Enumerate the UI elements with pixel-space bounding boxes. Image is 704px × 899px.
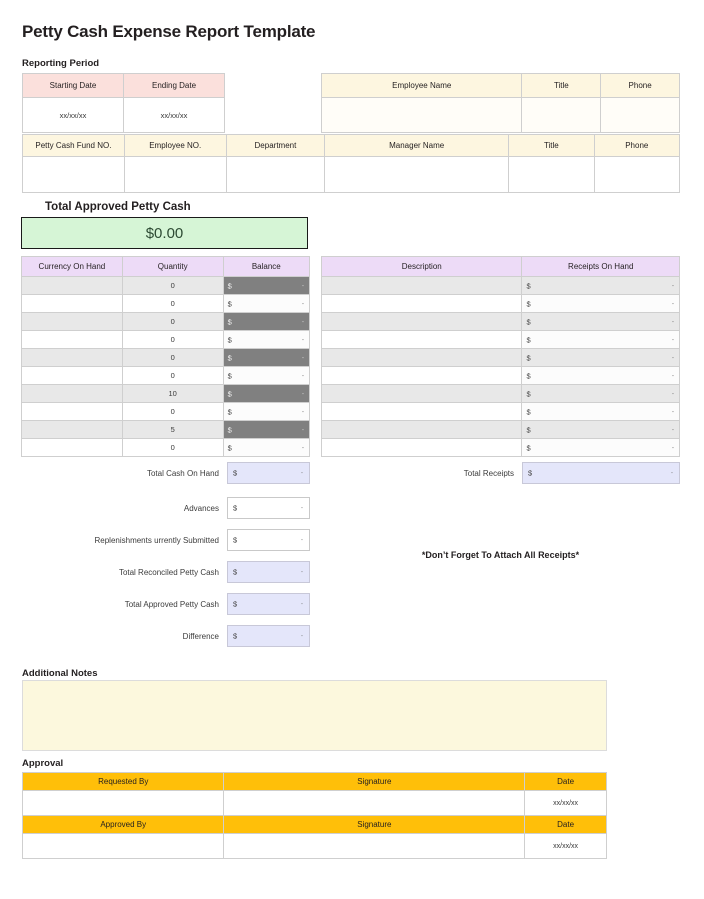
balance-cell[interactable] — [223, 439, 309, 457]
table-row — [322, 349, 680, 367]
balance-cell[interactable] — [223, 367, 309, 385]
currency-symbol: $ — [227, 353, 232, 362]
col-manager-phone: Phone — [594, 135, 679, 157]
col-quantity: Quantity — [122, 257, 223, 277]
currency-symbol: $ — [526, 299, 531, 308]
additional-notes-label: Additional Notes — [22, 668, 98, 679]
balance-cell[interactable] — [223, 385, 309, 403]
table-header-row — [322, 74, 680, 98]
requested-date-value[interactable]: xx/xx/xx — [525, 791, 607, 816]
currency-symbol: $ — [233, 468, 238, 478]
table-row — [23, 98, 225, 133]
quantity-cell[interactable]: 10 — [122, 385, 223, 403]
currency-symbol: $ — [526, 335, 531, 344]
receipts-on-hand-cell[interactable] — [522, 403, 680, 421]
table-row — [22, 331, 310, 349]
currency-on-hand-cell[interactable] — [22, 295, 123, 313]
summary-row-label: Replenishments urrently Submitted — [94, 535, 219, 545]
currency-symbol: $ — [526, 281, 531, 290]
amount-value: - — [671, 408, 674, 415]
quantity-cell[interactable]: 0 — [122, 349, 223, 367]
summary-row — [22, 625, 310, 647]
receipts-on-hand-cell[interactable] — [522, 421, 680, 439]
balance-cell[interactable] — [223, 331, 309, 349]
summary-row-value[interactable] — [227, 529, 310, 551]
table-row — [322, 421, 680, 439]
col-requested-date: Date — [525, 773, 607, 791]
summary-row — [22, 497, 310, 519]
currency-symbol: $ — [526, 407, 531, 416]
description-cell[interactable] — [322, 277, 522, 295]
table-header-row — [322, 257, 680, 277]
summary-row-value[interactable] — [227, 625, 310, 647]
table-row — [22, 385, 310, 403]
currency-symbol: $ — [227, 371, 232, 380]
quantity-cell[interactable]: 0 — [122, 277, 223, 295]
currency-symbol: $ — [526, 371, 531, 380]
currency-on-hand-table — [21, 256, 310, 457]
table-header-row — [23, 74, 225, 98]
currency-symbol: $ — [528, 468, 533, 478]
employee-info-table — [321, 73, 680, 133]
total-cash-on-hand-row — [22, 462, 310, 484]
employee-name-value[interactable] — [322, 98, 522, 133]
summary-row-label: Total Reconciled Petty Cash — [118, 567, 219, 577]
receipts-table-body — [322, 277, 680, 457]
amount-value: - — [300, 600, 303, 608]
employee-title-value[interactable] — [522, 98, 601, 133]
col-employee-title: Title — [522, 74, 601, 98]
table-row — [22, 313, 310, 331]
amount-value: - — [671, 372, 674, 379]
currency-on-hand-cell[interactable] — [22, 313, 123, 331]
amount-value: - — [300, 568, 303, 576]
currency-symbol: $ — [227, 299, 232, 308]
amount-value: - — [671, 300, 674, 307]
table-row — [322, 295, 680, 313]
requested-signature-value[interactable] — [224, 791, 525, 816]
col-department: Department — [226, 135, 325, 157]
receipts-on-hand-cell[interactable] — [522, 277, 680, 295]
receipts-on-hand-cell[interactable] — [522, 385, 680, 403]
amount-value: - — [671, 444, 674, 451]
col-employee-phone: Phone — [601, 74, 680, 98]
amount-value: - — [671, 318, 674, 325]
table-header-row — [22, 257, 310, 277]
summary-row-label: Total Approved Petty Cash — [124, 599, 219, 609]
table-row — [22, 403, 310, 421]
amount-value: - — [300, 469, 303, 477]
quantity-cell[interactable]: 5 — [122, 421, 223, 439]
amount-value: - — [671, 426, 674, 433]
description-cell[interactable] — [322, 367, 522, 385]
col-petty-cash-fund-no: Petty Cash Fund NO. — [23, 135, 125, 157]
manager-name-value[interactable] — [325, 157, 509, 193]
total-cash-on-hand-value[interactable] — [227, 462, 310, 484]
summary-row-value[interactable] — [227, 497, 310, 519]
receipts-on-hand-cell[interactable] — [522, 331, 680, 349]
currency-on-hand-cell[interactable] — [22, 331, 123, 349]
description-cell[interactable] — [322, 295, 522, 313]
summary-row — [22, 529, 310, 551]
approved-signature-value[interactable] — [224, 834, 525, 859]
employee-no-value[interactable] — [124, 157, 226, 193]
currency-on-hand-cell[interactable] — [22, 367, 123, 385]
table-header-row — [23, 773, 607, 791]
amount-value: - — [671, 336, 674, 343]
summary-row-value[interactable] — [227, 593, 310, 615]
currency-on-hand-cell[interactable] — [22, 385, 123, 403]
table-row — [22, 421, 310, 439]
additional-notes-box[interactable] — [22, 680, 607, 751]
amount-value: - — [671, 354, 674, 361]
col-employee-name: Employee Name — [322, 74, 522, 98]
col-manager-name: Manager Name — [325, 135, 509, 157]
currency-on-hand-cell[interactable] — [22, 421, 123, 439]
currency-on-hand-cell[interactable] — [22, 277, 123, 295]
reporting-period-table — [22, 73, 225, 133]
summary-row-value[interactable] — [227, 561, 310, 583]
currency-symbol: $ — [526, 425, 531, 434]
col-approved-date: Date — [525, 816, 607, 834]
balance-cell[interactable] — [223, 313, 309, 331]
col-manager-title: Title — [509, 135, 594, 157]
col-balance: Balance — [223, 257, 309, 277]
summary-row — [22, 593, 310, 615]
currency-symbol: $ — [526, 317, 531, 326]
summary-row — [22, 561, 310, 583]
total-approved-heading: Total Approved Petty Cash — [45, 201, 191, 213]
description-cell[interactable] — [322, 385, 522, 403]
table-row — [23, 157, 680, 193]
receipts-on-hand-table — [321, 256, 680, 457]
description-cell[interactable] — [322, 313, 522, 331]
table-row — [22, 439, 310, 457]
description-cell[interactable] — [322, 349, 522, 367]
receipts-on-hand-cell[interactable] — [522, 295, 680, 313]
attach-receipts-note: *Don’t Forget To Attach All Receipts* — [421, 550, 580, 560]
description-cell[interactable] — [322, 421, 522, 439]
currency-table-body — [22, 277, 310, 457]
receipts-on-hand-cell[interactable] — [522, 313, 680, 331]
amount-value: - — [670, 469, 673, 477]
receipts-on-hand-cell[interactable] — [522, 367, 680, 385]
col-requested-signature: Signature — [224, 773, 525, 791]
currency-symbol: $ — [233, 631, 238, 641]
currency-symbol: $ — [227, 389, 232, 398]
employee-phone-value[interactable] — [601, 98, 680, 133]
amount-value: - — [301, 300, 304, 307]
amount-value: - — [671, 282, 674, 289]
requested-by-value[interactable] — [23, 791, 224, 816]
table-row — [322, 385, 680, 403]
balance-cell[interactable] — [223, 421, 309, 439]
amount-value: - — [671, 390, 674, 397]
table-header-row — [23, 816, 607, 834]
balance-cell[interactable] — [223, 403, 309, 421]
amount-value: - — [301, 318, 304, 325]
approval-table — [22, 772, 607, 859]
table-row — [322, 367, 680, 385]
currency-symbol: $ — [227, 317, 232, 326]
currency-symbol: $ — [227, 425, 232, 434]
amount-value: - — [300, 632, 303, 640]
total-receipts-row — [321, 462, 680, 484]
table-row — [22, 277, 310, 295]
table-row — [22, 367, 310, 385]
currency-symbol: $ — [233, 535, 238, 545]
quantity-cell[interactable]: 0 — [122, 439, 223, 457]
amount-value: - — [301, 426, 304, 433]
quantity-cell[interactable]: 0 — [122, 331, 223, 349]
table-row — [322, 331, 680, 349]
col-receipts-on-hand: Receipts On Hand — [522, 257, 680, 277]
currency-symbol: $ — [526, 353, 531, 362]
table-row — [23, 834, 607, 859]
quantity-cell[interactable]: 0 — [122, 367, 223, 385]
summary-row-label: Advances — [183, 503, 219, 513]
approved-date-value[interactable]: xx/xx/xx — [525, 834, 607, 859]
col-employee-no: Employee NO. — [124, 135, 226, 157]
total-receipts-value[interactable] — [522, 462, 680, 484]
amount-value: - — [301, 390, 304, 397]
currency-symbol: $ — [227, 443, 232, 452]
col-approved-by: Approved By — [23, 816, 224, 834]
table-row — [322, 439, 680, 457]
approved-by-value[interactable] — [23, 834, 224, 859]
quantity-cell[interactable]: 0 — [122, 295, 223, 313]
page-title: Petty Cash Expense Report Template — [22, 22, 316, 41]
currency-symbol: $ — [233, 599, 238, 609]
currency-symbol: $ — [227, 407, 232, 416]
balance-cell[interactable] — [223, 295, 309, 313]
summary-row-label: Difference — [182, 631, 219, 641]
description-cell[interactable] — [322, 403, 522, 421]
currency-symbol: $ — [233, 503, 238, 513]
ending-date-value[interactable]: xx/xx/xx — [124, 98, 225, 133]
description-cell[interactable] — [322, 331, 522, 349]
starting-date-value[interactable]: xx/xx/xx — [23, 98, 124, 133]
quantity-cell[interactable]: 0 — [122, 403, 223, 421]
total-approved-amount-box — [21, 217, 308, 249]
amount-value: - — [301, 372, 304, 379]
table-row — [22, 349, 310, 367]
amount-value: - — [300, 536, 303, 544]
total-cash-on-hand-label: Total Cash On Hand — [146, 468, 219, 478]
col-starting-date: Starting Date — [23, 74, 124, 98]
currency-symbol: $ — [227, 281, 232, 290]
currency-symbol: $ — [526, 443, 531, 452]
currency-symbol: $ — [233, 567, 238, 577]
col-requested-by: Requested By — [23, 773, 224, 791]
manager-title-value[interactable] — [509, 157, 594, 193]
receipts-on-hand-cell[interactable] — [522, 349, 680, 367]
department-value[interactable] — [226, 157, 325, 193]
table-row — [322, 313, 680, 331]
currency-on-hand-cell[interactable] — [22, 403, 123, 421]
currency-on-hand-cell[interactable] — [22, 349, 123, 367]
table-header-row — [23, 135, 680, 157]
receipts-on-hand-cell[interactable] — [522, 439, 680, 457]
approval-label: Approval — [22, 758, 64, 769]
balance-cell[interactable] — [223, 349, 309, 367]
table-row — [322, 98, 680, 133]
quantity-cell[interactable]: 0 — [122, 313, 223, 331]
amount-value: - — [301, 408, 304, 415]
currency-symbol: $ — [227, 335, 232, 344]
balance-cell[interactable] — [223, 277, 309, 295]
currency-on-hand-cell[interactable] — [22, 439, 123, 457]
manager-phone-value[interactable] — [594, 157, 679, 193]
total-approved-amount: $0.00 — [145, 224, 184, 242]
table-row — [322, 403, 680, 421]
table-row — [322, 277, 680, 295]
currency-symbol: $ — [526, 389, 531, 398]
amount-value: - — [301, 336, 304, 343]
fund-manager-table — [22, 134, 680, 193]
col-ending-date: Ending Date — [124, 74, 225, 98]
amount-value: - — [301, 444, 304, 451]
reporting-period-label: Reporting Period — [22, 58, 100, 69]
petty-cash-fund-no-value[interactable] — [23, 157, 125, 193]
total-receipts-label: Total Receipts — [463, 468, 514, 478]
description-cell[interactable] — [322, 439, 522, 457]
col-currency-on-hand: Currency On Hand — [22, 257, 123, 277]
col-approved-signature: Signature — [224, 816, 525, 834]
amount-value: - — [301, 282, 304, 289]
col-description: Description — [322, 257, 522, 277]
table-row — [22, 295, 310, 313]
table-row — [23, 791, 607, 816]
amount-value: - — [300, 504, 303, 512]
amount-value: - — [301, 354, 304, 361]
